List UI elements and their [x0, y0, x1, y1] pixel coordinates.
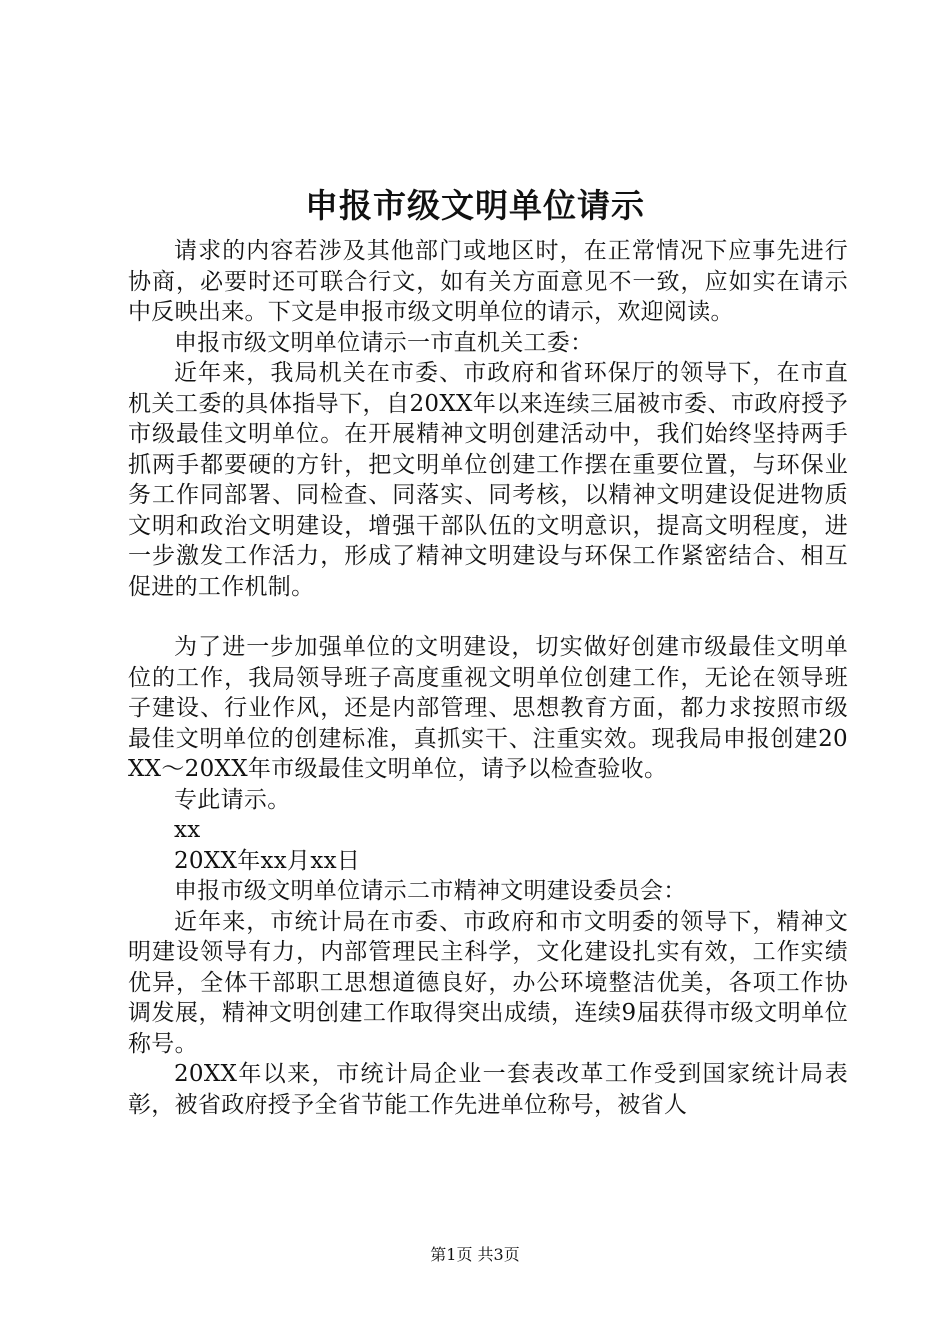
request-two-addressee: 申报市级文明单位请示二市精神文明建设委员会： [174, 878, 687, 904]
intro-paragraph: 请求的内容若涉及其他部门或地区时，在正常情况下应事先进行协商，必要时还可联合行文，如有关方面意见不一致，应如实在请示中反映出来。下文是申报市级文明单位的请示，欢迎阅读。 [128, 238, 848, 325]
request-one-addressee: 申报市级文明单位请示一市直机关工委： [174, 329, 594, 356]
request-one-paragraph-2: 为了进一步加强单位的文明建设，切实做好创建市级最佳文明单位的工作，我局领导班子高度重视文明单位创建工作，无论在领导班子建设、行业作风，还是内部管理、思想教育方面，都力求按照市级最佳文明单位的创建标准，真抓实干、注重实效。现我局申报创建20XX～20XX年市级最佳文明单位，请予以检查验收。 [128, 634, 848, 782]
document-body [128, 236, 848, 1120]
signature-date: 20XX年xx月xx日 [174, 847, 361, 874]
signature-name: xx [174, 817, 201, 843]
page-footer: 第1页 共3页 [430, 1245, 520, 1264]
request-two-paragraph-1: 近年来，市统计局在市委、市政府和市文明委的领导下，精神文明建设领导有力，内部管理民主科学，文化建设扎实有效，工作实绩优异，全体干部职工思想道德良好，办公环境整洁优美，各项工作协调发展，精神文明创建工作取得突出成绩，连续9届获得市级文明单位称号。 [128, 908, 848, 1057]
request-two-paragraph-2: 20XX年以来，市统计局企业一套表改革工作受到国家统计局表彰，被省政府授予全省节能工作先进单位称号，被省人 [128, 1061, 848, 1118]
request-one-paragraph-1: 近年来，我局机关在市委、市政府和省环保厅的领导下，在市直机关工委的具体指导下，自20XX年以来连续三届被市委、市政府授予市级最佳文明单位。在开展精神文明创建活动中，我们始终坚持两手抓两手都要硬的方针，把文明单位创建工作摆在重要位置，与环保业务工作同部署、同检查、同落实、同考核，以精神文明建设促进物质文明和政治文明建设，增强干部队伍的文明意识，提高文明程度，进一步激发工作活力，形成了精神文明建设与环保工作紧密结合、相互促进的工作机制。 [128, 360, 848, 600]
paragraph-gap [128, 602, 848, 632]
closing-phrase: 专此请示。 [174, 786, 291, 813]
document-title: 申报市级文明单位请示 [305, 186, 645, 225]
